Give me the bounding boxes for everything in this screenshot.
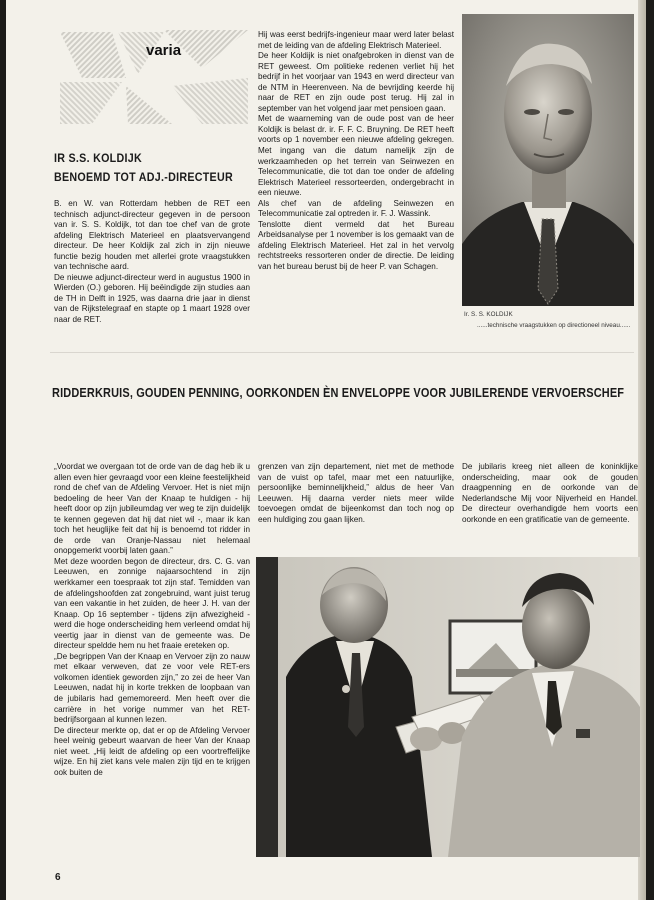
portrait-caption-name: Ir. S. S. KOLDIJK bbox=[464, 311, 513, 318]
koldijk-portrait-photo bbox=[462, 14, 634, 306]
jubileum-col1-paragraph: Met deze woorden begon de directeur, drs. C. G. van Leeuwen, en zonnige najaarsochtend in zijn werkkamer een toespraak tot zijn staf. Temidden van de afdelingshoofden zat zongebruind, want juist terug van een vakantie in het zuiden, de heer J. H. van der Knaap. Op 16 september - tijdens zijn afwezigheid - werd die hoge onderscheiding hem verleend omdat hij veertig jaar in dienst van de gemeente was. De directeur speldde hem nu het fraaie ereteken op. bbox=[54, 556, 250, 651]
magazine-page bbox=[6, 0, 646, 900]
koldijk-col2-paragraph: Tenslotte dient vermeld dat het Bureau Arbeidsanalyse per 1 november is los gemaakt van de afdeling Elektrisch Materieel. Het zal in het vervolg rechtstreeks ressorteren onder de directie. De leiding van het bureau berust bij de heer P. van Schagen. bbox=[258, 219, 454, 272]
jubileum-column-1 bbox=[54, 462, 250, 778]
koldijk-headline-line2: BENOEMD TOT ADJ.-DIRECTEUR bbox=[54, 172, 233, 184]
koldijk-col2-paragraph: Als chef van de afdeling Seinwezen en Telecommunicatie zal optreden ir. F. J. Wassink. bbox=[258, 198, 454, 219]
section-divider bbox=[50, 352, 634, 353]
koldijk-col1-paragraph: De nieuwe adjunct-directeur werd in augustus 1900 in Wierden (O.) geboren. Hij beëindigde zijn studies aan de TH in Delft in 1925, was daarna drie jaar in dienst van de Rijkstelegraaf en stapte op 1 maart 1928 over naar de RET. bbox=[54, 272, 250, 325]
jubileum-headline: RIDDERKRUIS, GOUDEN PENNING, OORKONDEN ÈN ENVELOPPE VOOR JUBILERENDE VERVOERSCHEF bbox=[52, 385, 625, 400]
koldijk-col1-paragraph: B. en W. van Rotterdam hebben de RET een technisch adjunct-directeur gegeven in de persoon van ir. S. S. Koldijk, tot dan toe chef van de grote afdeling Elektrisch Materieel en plaatsvervangend directeur. De heer Koldijk zal zich in zijn nieuwe functie bezig houden met allerlei grote vraagstukken van technische aard. bbox=[54, 199, 250, 272]
koldijk-col2-paragraph: Met de waarneming van de oude post van de heer Koldijk is belast dr. ir. F. F. C. Bruyning. De RET heeft voorts op 1 november een nieuwe afdeling gekregen. Met ingang van die datum namelijk zijn de werkzaamheden op het terrein van Seinwezen en Telecommunicatie, die tot dan toe onder de afdeling Elektrisch Materieel ressorteerden, ondergebracht in een nieuwe. bbox=[258, 114, 454, 198]
jubileum-col1-paragraph: „De begrippen Van der Knaap en Vervoer zijn zo nauw met elkaar verweven, dat ze voor vele RET-ers volkomen identiek geworden zijn,” zo zei de heer Van Leeuwen, nadat hij in korte trekken de loopbaan van de jubilaris had gememoreerd. Men heeft over die carrière in het vorige nummer van het RET-bedrijfsorgaan al kunnen lezen. bbox=[54, 651, 250, 725]
koldijk-col2-paragraph: De heer Koldijk is niet onafgebroken in dienst van de RET geweest. Om politieke redenen verliet hij het bedrijf in het voorjaar van 1943 en werd directeur van de NTM in Heerenveen. Na de bevrijding keerde hij naar de RET en zijn oude post terug. Hij zal in september van het volgend jaar met pensioen gaan. bbox=[258, 51, 454, 113]
jubileum-col2-paragraph: grenzen van zijn departement, niet met de methode van de vuist op tafel, maar met een natuurlijke, persoonlijke beminnelijkheid,” aldus de heer Van Leeuwen. Hij daarna verder niets meer wilde toevoegen omdat de bijeenkomst dan toch nog op een huldiging zou gaan lijken. bbox=[258, 462, 454, 524]
section-label: varia bbox=[146, 42, 182, 59]
jubileum-column-2 bbox=[258, 462, 454, 525]
jubileum-column-3 bbox=[462, 462, 638, 525]
koldijk-column-1 bbox=[54, 199, 250, 326]
koldijk-headline-line1: IR S.S. KOLDIJK bbox=[54, 153, 142, 165]
portrait-caption-quote: ......technische vraagstukken op directioneel niveau...... bbox=[477, 322, 631, 329]
koldijk-col2-paragraph: Hij was eerst bedrijfs-ingenieur maar werd later belast met de leiding van de afdeling Elektrisch Materieel. bbox=[258, 30, 454, 50]
jubileum-col3-paragraph: De jubilaris kreeg niet alleen de koninklijke onderscheiding, maar ook de gouden draagpenning en de oorkonde van de Nederlandsche Mij voor Nijverheid en Handel. De directeur overhandigde hem voorts een oorkonde en een gratificatie van de gemeente. bbox=[462, 462, 638, 524]
jubileum-col1-paragraph: De directeur merkte op, dat er op de Afdeling Vervoer heel weinig gebeurt waarvan de heer Van der Knaap niet weet. „Hij leidt de afdeling op een voortreffelijke wijze. En hij ziet kans vele malen zijn tijd en te krijgen ook buiten de bbox=[54, 725, 250, 777]
ceremony-photo bbox=[256, 557, 640, 857]
koldijk-column-2 bbox=[258, 30, 454, 273]
page-number: 6 bbox=[55, 872, 61, 883]
jubileum-col1-paragraph: „Voordat we overgaan tot de orde van de dag heb ik u allen even hier gevraagd voor een kleine feestelijkheid rond de chef van de Afdeling Vervoer. Het is niet mijn bedoeling de heer Van der Knaap te huldigen - hij heeft door op zijn jubileumdag ver weg te zijn duidelijk te kennen gegeven dat hij dat niet wil -, maar ik kan toch het heuglijke feit dat hij is benoemd tot ridder in de orde van Oranje-Nassau niet helemaal onopgemerkt voorbij laten gaan.” bbox=[54, 462, 250, 556]
